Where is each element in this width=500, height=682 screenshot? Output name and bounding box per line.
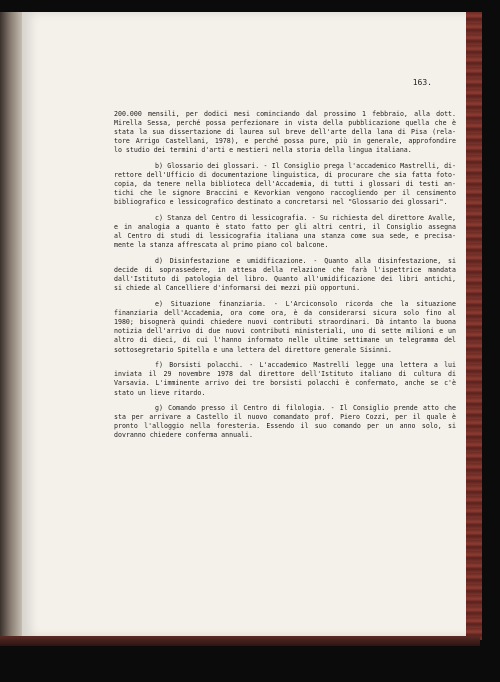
book-bottom-edge xyxy=(0,636,480,646)
text-line: dovranno chiedere conferma annuali. xyxy=(114,431,253,440)
text-line: e) Situazione finanziaria. - L'Arciconsolo ricorda che la situazione xyxy=(155,300,456,309)
text-line: stata la sua dissertazione di laurea sul breve dell'arte della lana di Pisa (rela- xyxy=(114,128,456,137)
paragraph-gap xyxy=(114,208,456,215)
paragraph xyxy=(114,110,456,155)
text-line: tore Arrigo Castellani, 1978), e perché possa pure, più in generale, approfondire xyxy=(114,137,456,146)
text-line: copia, da tenere nella biblioteca dell'Accademia, di tutti i glossari di testi an- xyxy=(114,180,456,189)
paragraph xyxy=(114,214,456,250)
text-line: sottosegretario Spitella e una lettera del direttore generale Sisinni. xyxy=(114,345,392,354)
text-line: bibliografico e lessicografico destinato a concretarsi nel "Glossario dei glossari". xyxy=(114,198,448,207)
text-line: f) Borsisti polacchi. - L'accademico Mastrelli legge una lettera a lui xyxy=(155,361,456,370)
text-line: altro di dieci, di cui l'hanno informato nelle ultime settimane un telegramma del xyxy=(114,336,456,345)
text-line: decide di soprassedere, in attesa della relazione che farà l'ispettrice mandata xyxy=(114,266,456,275)
text-line: lo studio dei termini d'arti e mestieri nella storia della lingua italiana. xyxy=(114,146,412,155)
text-line: stato un lieve ritardo. xyxy=(114,388,206,397)
paragraph-gap xyxy=(114,398,456,405)
text-line: d) Disinfestazione e umidificazione. - Quanto alla disinfestazione, si xyxy=(155,257,456,266)
text-line: g) Comando presso il Centro di filologia. - Il Consiglio prende atto che xyxy=(155,404,456,413)
paragraph-gap xyxy=(114,155,456,162)
paragraph xyxy=(114,404,456,440)
text-line: tichi che le signore Braccini e Kevorkian vengono raccogliendo per il censimento xyxy=(114,189,456,198)
paragraph-gap xyxy=(114,293,456,300)
text-line: inviata il 29 novembre 1978 dal direttore dell'Istituto italiano di cultura di xyxy=(114,370,456,379)
text-line: si chiede al Cancelliere d'informarsi dei mezzi più opportuni. xyxy=(114,284,361,293)
body-text xyxy=(114,110,456,441)
book-spine-edge xyxy=(466,12,482,640)
paragraph xyxy=(114,361,456,397)
text-line: Varsavia. L'imminente arrivo dei tre borsisti polacchi è confermato, anche se c'è xyxy=(114,379,456,388)
text-line: Mirella Sessa, perché possa perfezionare in vista della pubblicazione quella che è xyxy=(114,119,456,128)
page-number: 163. xyxy=(412,78,432,87)
text-line: finanziaria dell'Accademia, ora come ora, è da considerarsi sicura solo fino al xyxy=(114,309,456,318)
text-line: al Centro di studi di lessicografia italiana una stanza come sua sede, e precisa- xyxy=(114,232,456,241)
text-line: mente la stanza affrescata al primo piano col balcone. xyxy=(114,241,329,250)
paragraph xyxy=(114,257,456,293)
book-left-edge xyxy=(0,12,24,636)
text-line: c) Stanza del Centro di lessicografia. - Su richiesta del direttore Avalle, xyxy=(155,214,456,223)
paragraph-gap xyxy=(114,251,456,258)
paragraph xyxy=(114,162,456,207)
text-line: notizia dell'arrivo di due nuovi contributi ministeriali, uno di sette milioni e un xyxy=(114,327,456,336)
text-line: e in analogia a quanto è stato fatto per gli altri centri, il Consiglio assegna xyxy=(114,223,456,232)
paragraph xyxy=(114,300,456,355)
text-line: rettore dell'Ufficio di documentazione linguistica, di procurare che sia fatta foto- xyxy=(114,171,456,180)
text-line: sta per arrivare a Castello il nuovo comandato prof. Piero Cozzi, per il quale è xyxy=(114,413,456,422)
text-line: 1980; bisognerà quindi chiedere nuovi contributi straordinari. Dà intanto la buona xyxy=(114,318,456,327)
document-page xyxy=(22,12,468,637)
text-line: dall'Istituto di patologia del libro. Quanto all'umidificazione dei libri antichi, xyxy=(114,275,456,284)
text-line: pronto l'alloggio nella foresteria. Essendo il suo comando per un anno solo, si xyxy=(114,422,456,431)
text-line: b) Glossario dei glossari. - Il Consiglio prega l'accademico Mastrelli, di- xyxy=(155,162,456,171)
paragraph-gap xyxy=(114,355,456,362)
text-line: 200.000 mensili, per dodici mesi cominciando dal prossimo 1 febbraio, alla dott. xyxy=(114,110,456,118)
